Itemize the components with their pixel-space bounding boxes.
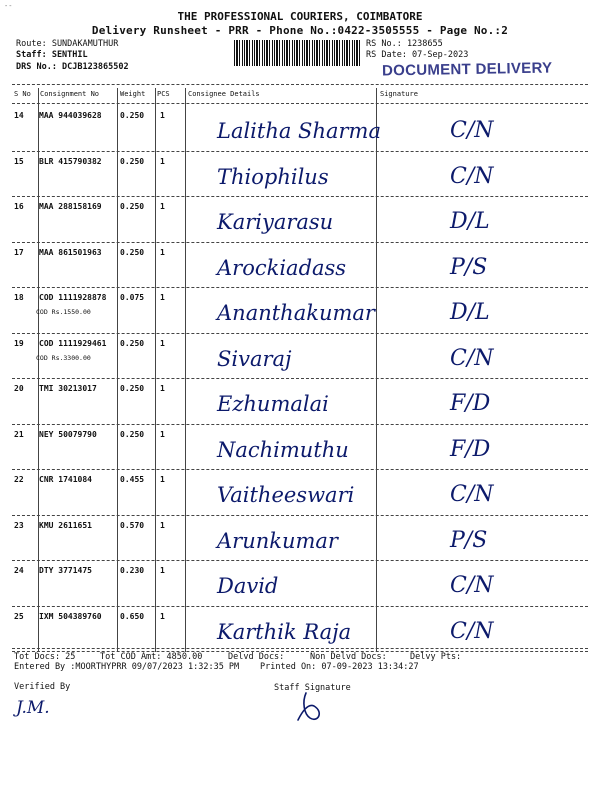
table-row <box>12 608 588 659</box>
table-row <box>12 153 588 204</box>
col-details: Consignee Details <box>188 90 260 98</box>
col-signature: Signature <box>380 90 418 98</box>
row-consignment-no: COD 1111928878 <box>39 293 107 302</box>
row-consignment-no: CNR 1741084 <box>39 475 92 484</box>
row-weight: 0.250 <box>120 111 145 120</box>
delivery-status: F/D <box>450 391 491 416</box>
row-divider <box>12 515 588 516</box>
non-delivered-docs: Non Delvd Docs: <box>310 652 387 662</box>
entered-by: Entered By :MOORTHYPRR 09/07/2023 1:32:35 PM <box>14 662 240 672</box>
rs-date: RS Date: 07-Sep-2023 <box>366 50 469 60</box>
row-pcs: 1 <box>160 338 165 348</box>
consignee-name: Kariyarasu <box>217 210 334 234</box>
row-sno: 18 <box>14 293 24 302</box>
row-weight: 0.250 <box>120 202 145 211</box>
delivery-status: C/N <box>450 345 494 371</box>
company-title: THE PROFESSIONAL COURIERS, COIMBATORE <box>177 10 423 23</box>
table-row <box>12 198 588 249</box>
row-divider <box>12 242 588 243</box>
consignee-name: Thiophilus <box>217 164 329 189</box>
rs-number: RS No.: 1238655 <box>366 39 443 49</box>
runsheet-subtitle: Delivery Runsheet - PRR - Phone No.:0422-3505555 - Page No.:2 <box>91 24 509 37</box>
row-weight: 0.250 <box>120 247 145 257</box>
row-sno: 16 <box>14 202 24 211</box>
table-row <box>12 562 588 613</box>
table-row <box>12 380 588 431</box>
row-sno: 21 <box>14 429 24 439</box>
row-divider <box>12 333 588 334</box>
header-divider-top <box>12 84 588 85</box>
row-divider <box>12 196 588 197</box>
drs-number: DRS No.: DCJB123865502 <box>16 62 129 72</box>
route-label: Route: SUNDAKAMUTHUR <box>16 39 119 49</box>
col-consignment: Consignment No <box>40 90 100 98</box>
row-consignment-no: MAA 944039628 <box>39 111 102 120</box>
row-sno: 17 <box>14 247 24 257</box>
consignee-name: Nachimuthu <box>217 437 349 462</box>
consignee-name: David <box>217 574 279 598</box>
total-cod-amount: Tot COD Amt: 4850.00 <box>100 652 203 662</box>
row-consignment-no: DTY 3771475 <box>39 566 92 575</box>
consignee-name: Arunkumar <box>217 528 338 553</box>
staff-signature-label: Staff Signature <box>274 683 351 693</box>
row-cod-amount: COD Rs.1550.00 <box>36 308 91 316</box>
row-divider <box>12 469 588 470</box>
row-consignment-no: COD 1111929461 <box>39 338 107 348</box>
row-pcs: 1 <box>160 293 165 302</box>
verified-by-label: Verified By <box>14 682 71 692</box>
col-sno: S No <box>14 90 31 98</box>
row-divider <box>12 287 588 288</box>
consignee-name: Ezhumalai <box>217 392 329 416</box>
consignee-name: Karthik Raja <box>217 619 352 644</box>
row-consignment-no: KMU 2611651 <box>39 520 92 530</box>
table-row <box>12 244 588 295</box>
row-pcs: 1 <box>160 475 165 484</box>
table-row <box>12 107 588 158</box>
row-pcs: 1 <box>160 111 165 120</box>
barcode <box>234 40 362 66</box>
row-sno: 25 <box>14 611 24 621</box>
row-sno: 24 <box>14 566 24 575</box>
verified-signature: J.M. <box>16 698 50 718</box>
row-weight: 0.250 <box>120 338 145 348</box>
table-row <box>12 517 588 568</box>
row-sno: 22 <box>14 475 24 484</box>
row-weight: 0.250 <box>120 156 145 166</box>
row-weight: 0.455 <box>120 475 145 484</box>
row-sno: 19 <box>14 338 24 348</box>
row-divider <box>12 606 588 607</box>
row-pcs: 1 <box>160 429 165 439</box>
delivered-docs: Delvd Docs: <box>228 652 285 662</box>
row-pcs: 1 <box>160 566 165 575</box>
total-docs: Tot Docs: 25 <box>14 652 76 662</box>
printed-on: Printed On: 07-09-2023 13:34:27 <box>260 662 419 672</box>
row-cod-amount: COD Rs.3300.00 <box>36 353 91 362</box>
row-pcs: 1 <box>160 611 165 621</box>
row-divider <box>12 151 588 152</box>
row-divider <box>12 378 588 379</box>
consignee-name: Lalitha Sharma <box>217 119 381 143</box>
row-weight: 0.250 <box>120 384 145 393</box>
table-row <box>12 426 588 477</box>
row-divider <box>12 424 588 425</box>
row-divider <box>12 560 588 561</box>
row-sno: 14 <box>14 111 24 120</box>
table-row <box>12 289 588 340</box>
consignee-name: Vaitheeswari <box>217 483 355 507</box>
footer-divider <box>12 648 588 649</box>
row-divider <box>12 651 588 652</box>
staff-signature-scribble <box>292 690 332 726</box>
delivery-points: Delvy Pts: <box>410 652 462 662</box>
row-consignment-no: NEY 50079790 <box>39 429 97 439</box>
row-pcs: 1 <box>160 202 165 211</box>
delivery-status: D/L <box>450 209 490 234</box>
col-pcs: PCS <box>157 90 170 98</box>
row-weight: 0.075 <box>120 293 145 302</box>
consignee-name: Arockiadass <box>217 255 347 280</box>
delivery-status: C/N <box>450 482 494 507</box>
delivery-status: C/N <box>450 163 494 189</box>
table-row <box>12 335 588 386</box>
row-consignment-no: BLR 415790382 <box>39 156 102 166</box>
consignee-name: Ananthakumar <box>217 301 375 325</box>
row-weight: 0.650 <box>120 611 145 621</box>
staff-label: Staff: SENTHIL <box>16 50 88 60</box>
col-weight: Weight <box>120 90 146 98</box>
delivery-status: C/N <box>450 618 494 644</box>
row-consignment-no: MAA 861501963 <box>39 247 102 257</box>
row-consignment-no: MAA 288158169 <box>39 202 102 211</box>
row-weight: 0.250 <box>120 429 145 439</box>
row-pcs: 1 <box>160 520 165 530</box>
row-pcs: 1 <box>160 247 165 257</box>
row-consignment-no: IXM 504389760 <box>39 611 102 621</box>
corner-mark: -- <box>4 2 13 10</box>
row-sno: 23 <box>14 520 24 530</box>
row-consignment-no: TMI 30213017 <box>39 384 97 393</box>
table-row <box>12 471 588 522</box>
row-weight: 0.230 <box>120 566 145 575</box>
row-pcs: 1 <box>160 384 165 393</box>
delivery-status: C/N <box>450 573 494 598</box>
document-delivery-stamp: DOCUMENT DELIVERY <box>381 59 553 80</box>
row-sno: 20 <box>14 384 24 393</box>
row-pcs: 1 <box>160 156 165 166</box>
consignee-name: Sivaraj <box>217 346 292 371</box>
delivery-status: F/D <box>450 436 491 462</box>
delivery-status: P/S <box>450 527 488 553</box>
delivery-status: P/S <box>450 254 488 280</box>
row-weight: 0.570 <box>120 520 145 530</box>
header-divider-bottom <box>12 103 588 104</box>
row-sno: 15 <box>14 156 24 166</box>
delivery-status: C/N <box>450 118 494 143</box>
delivery-status: D/L <box>450 300 490 325</box>
